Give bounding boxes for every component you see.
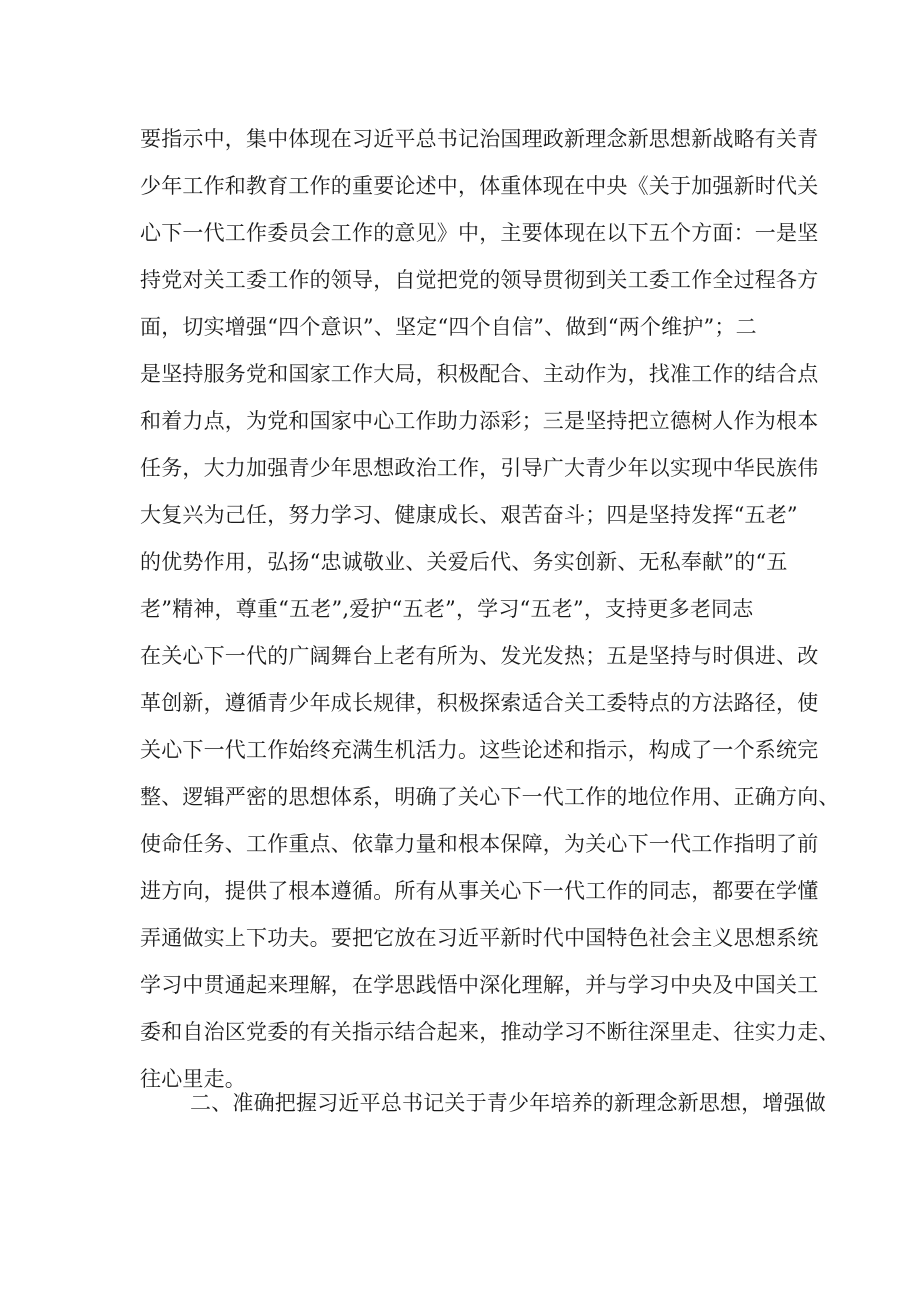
paragraph-line: 学习中贯通起来理解，在学思践悟中深化理解，并与学习中央及中国关工 [140, 973, 819, 997]
paragraph-line: 少年工作和教育工作的重要论述中，体重体现在中央《关于加强新时代关 [140, 174, 819, 198]
paragraph-line: 的优势作用，弘扬“忠诚敬业、关爱后代、务实创新、无私奉献”的“五 [140, 550, 788, 574]
paragraph-line: 弄通做实上下功夫。要把它放在习近平新时代中国特色社会主义思想系统 [140, 926, 819, 950]
paragraph-line: 持党对关工委工作的领导，自觉把党的领导贯彻到关工委工作全过程各方 [140, 268, 819, 292]
paragraph-line: 关心下一代工作始终充满生机活力。这些论述和指示，构成了一个系统完 [140, 738, 819, 762]
paragraph-line: 大复兴为己任，努力学习、健康成长、艰苦奋斗；四是坚持发挥“五老” [140, 503, 798, 527]
section-heading: 二、准确把握习近平总书记关于青少年培养的新理念新思想，增强做 [190, 1091, 826, 1115]
paragraph-line: 心下一代工作委员会工作的意见》中，主要体现在以下五个方面：一是坚 [140, 221, 819, 245]
paragraph-line: 进方向，提供了根本遵循。所有从事关心下一代工作的同志，都要在学懂 [140, 879, 819, 903]
paragraph-line: 往心里走。 [140, 1067, 246, 1091]
paragraph-line: 委和自治区党委的有关指示结合起来，推动学习不断往深里走、往实力走、 [140, 1020, 840, 1044]
paragraph-line: 使命任务、工作重点、依靠力量和根本保障，为关心下一代工作指明了前 [140, 832, 819, 856]
paragraph-line: 老”精神，尊重“五老”,爱护“五老”，学习“五老”，支持更多老同志 [140, 597, 754, 621]
paragraph-line: 要指示中，集中体现在习近平总书记治国理政新理念新思想新战略有关青 [140, 127, 819, 151]
paragraph-line: 任务，大力加强青少年思想政治工作，引导广大青少年以实现中华民族伟 [140, 456, 819, 480]
paragraph-line: 革创新，遵循青少年成长规律，积极探索适合关工委特点的方法路径，使 [140, 691, 819, 715]
paragraph-line: 在关心下一代的广阔舞台上老有所为、发光发热；五是坚持与时俱进、改 [140, 644, 819, 668]
paragraph-line: 整、逻辑严密的思想体系，明确了关心下一代工作的地位作用、正确方向、 [140, 785, 840, 809]
paragraph-line: 面，切实增强“四个意识”、坚定“四个自信”、做到“两个维护”；二 [140, 315, 757, 339]
paragraph-line: 是坚持服务党和国家工作大局，积极配合、主动作为，找准工作的结合点 [140, 362, 819, 386]
paragraph-line: 和着力点，为党和国家中心工作助力添彩；三是坚持把立德树人作为根本 [140, 409, 819, 433]
